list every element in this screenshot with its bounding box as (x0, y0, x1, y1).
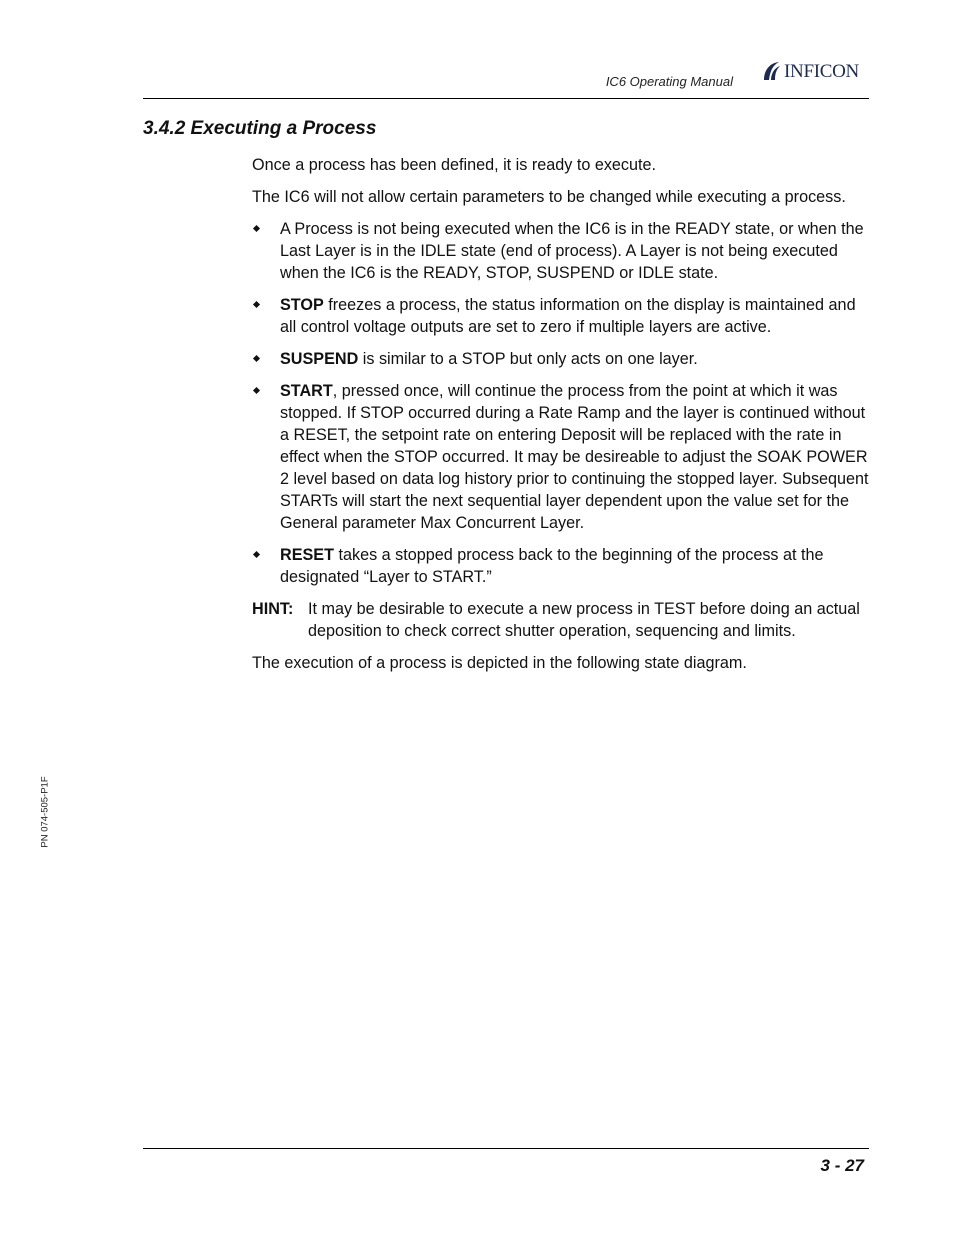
bullet-keyword: STOP (280, 296, 324, 314)
manual-title: IC6 Operating Manual (605, 74, 733, 89)
paragraph-restriction: The IC6 will not allow certain parameters to be changed while executing a process. (252, 188, 846, 206)
bullet-text: , pressed once, will continue the process from the point at which it was stopped. If STOP occurred during a Rate Ramp and the layer is continued without a RESET, the setpoint rate on entering Deposit will be replaced with the rate in effect when the STOP occurred. It may be desireable to adjust the SOAK POWER 2 level based on data log history prior to continuing the stopped layer. Subsequent STARTs will start the next sequential layer dependent upon the value set for the General parameter Max Concurrent Layer. (280, 382, 869, 532)
section-heading: 3.4.2 Executing a Process (143, 118, 377, 139)
bullet-item (252, 544, 874, 588)
paragraph-intro: Once a process has been defined, it is ready to execute. (252, 156, 657, 174)
hint-block (252, 598, 874, 642)
paragraph-state-diagram-intro: The execution of a process is depicted in the following state diagram. (252, 654, 747, 672)
bullet-text: freezes a process, the status information on the display is maintained and all control voltage outputs are set to zero if multiple layers are active. (280, 296, 856, 336)
bullet-item (252, 380, 874, 534)
bullet-item (252, 348, 874, 370)
hint-text: It may be desirable to execute a new process in TEST before doing an actual deposition to check correct shutter operation, sequencing and limits. (308, 600, 860, 640)
bullet-item (252, 294, 874, 338)
part-number: PN 074-505-P1F (39, 776, 51, 848)
hint-label: HINT: (252, 600, 294, 618)
footer-rule (143, 1148, 869, 1149)
diamond-bullet-icon (253, 225, 260, 232)
page-number: 3 - 27 (820, 1156, 864, 1175)
bullet-item (252, 218, 874, 284)
bullet-keyword: SUSPEND (280, 350, 359, 368)
bullet-keyword: RESET (280, 546, 334, 564)
inficon-swoosh-icon (760, 59, 782, 83)
diamond-bullet-icon (253, 551, 260, 558)
bullet-text: A Process is not being executed when the IC6 is in the READY state, or when the Last Layer is in the IDLE state (end of process). A Layer is not being executed when the IC6 is the READY, STOP, SUSPEND or IDLE state. (280, 220, 864, 282)
diamond-bullet-icon (253, 301, 260, 308)
bullet-text: takes a stopped process back to the beginning of the process at the designated “Layer to START.” (280, 546, 824, 586)
diamond-bullet-icon (253, 387, 260, 394)
bullet-text: is similar to a STOP but only acts on one layer. (358, 350, 698, 368)
logo-wordmark: INFICON (784, 60, 859, 82)
diamond-bullet-icon (253, 355, 260, 362)
bullet-keyword: START (280, 382, 333, 400)
header-rule (143, 98, 869, 99)
body-content (252, 154, 874, 684)
inficon-logo (760, 58, 859, 84)
